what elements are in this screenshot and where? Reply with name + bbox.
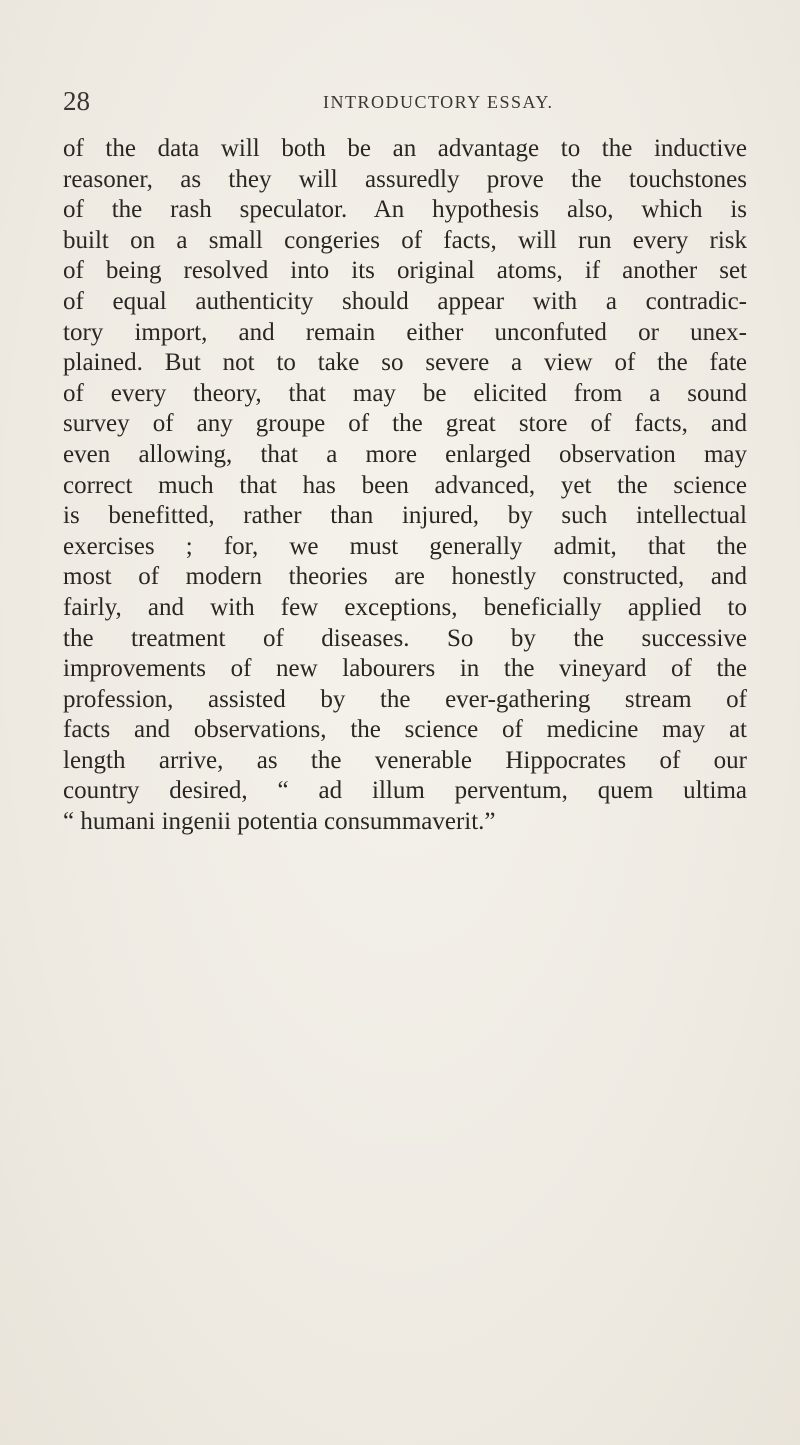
text-line: length arrive, as the venerable Hippocrates of our [63,746,747,774]
text-line: plained. But not to take so severe a view of the fate [63,349,747,377]
text-line: the treatment of diseases. So by the successive [63,624,747,652]
running-head [63,86,737,122]
text-line: most of modern theories are honestly constructed, and [63,563,747,591]
body-paragraph [63,134,747,838]
text-line: reasoner, as they will assuredly prove the touchstones [63,165,747,193]
text-line: of equal authenticity should appear with a contradic- [63,287,747,315]
text-line: of the data will both be an advantage to the inductive [63,135,747,162]
text-line: built on a small congeries of facts, will run every risk [63,226,747,254]
text-line: of being resolved into its original atoms, if another set [63,257,747,285]
text-line: correct much that has been advanced, yet the science [63,471,747,499]
page-number: 28 [63,86,90,116]
text-line: survey of any groupe of the great store of facts, and [63,410,747,438]
text-line: of every theory, that may be elicited from a sound [63,379,747,407]
text-line: of the rash speculator. An hypothesis also, which is [63,196,747,224]
running-title: INTRODUCTORY ESSAY. [323,92,554,112]
text-line: “ humani ingenii potentia consummaverit.” [63,808,496,836]
text-line: country desired, “ ad illum perventum, quem ultima [63,777,747,805]
text-line: profession, assisted by the ever-gathering stream of [63,685,747,713]
text-line: facts and observations, the science of medicine may at [63,716,747,744]
text-line: exercises ; for, we must generally admit, that the [63,532,747,560]
text-line: fairly, and with few exceptions, beneficially applied to [63,593,747,621]
text-line: even allowing, that a more enlarged observation may [63,440,747,468]
text-line: tory import, and remain either unconfuted or unex- [63,318,747,346]
text-line: is benefitted, rather than injured, by such intellectual [63,502,747,530]
text-line: improvements of new labourers in the vineyard of the [63,655,747,683]
